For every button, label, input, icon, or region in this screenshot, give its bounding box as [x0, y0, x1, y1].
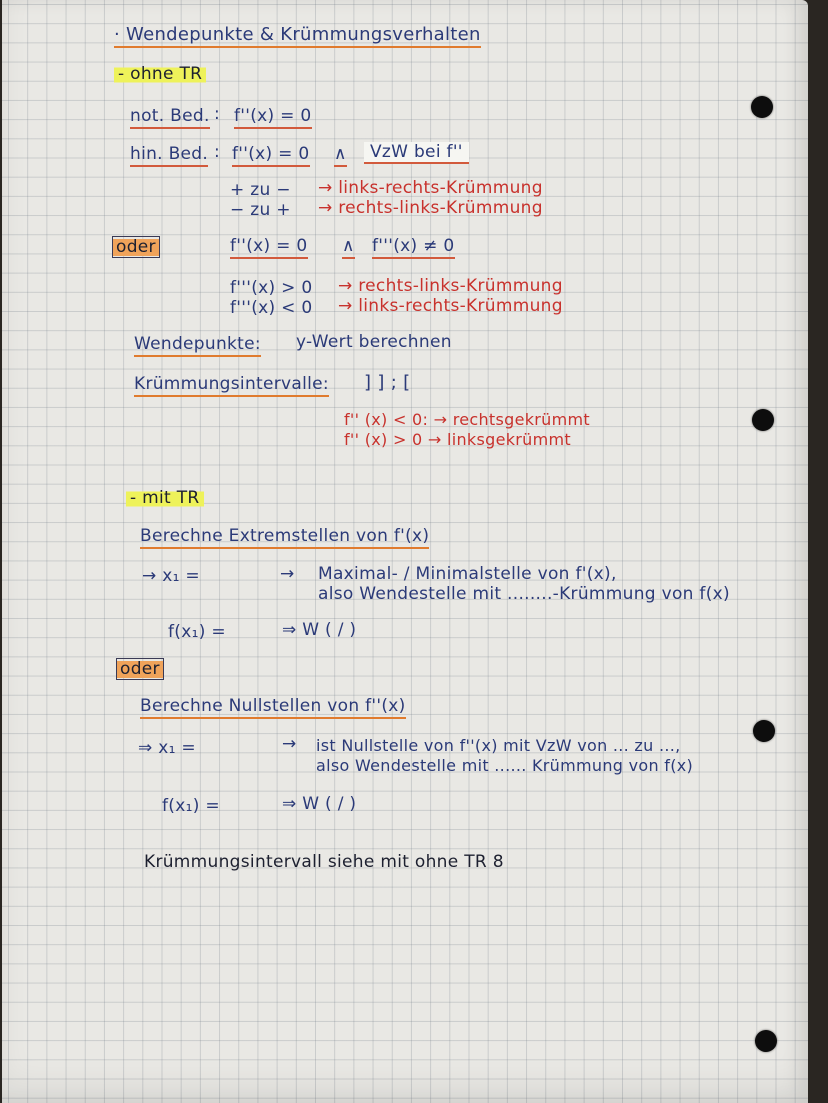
sign-change-2-result: → rechts-links-Krümmung [318, 198, 543, 218]
page-title: · Wendepunkte & Krümmungsverhalten [114, 24, 481, 48]
oder-label: oder [112, 236, 160, 258]
and-symbol: ∧ [334, 144, 347, 167]
x1b-text-line-1: ist Nullstelle von f''(x) mit VzW von ... zu ..., [316, 736, 681, 755]
third-derivative-row-2: f'''(x) < 0 [230, 298, 313, 318]
wendepunkte-label: Wendepunkte: [134, 334, 261, 357]
x1b-text-line-2: also Wendestelle mit ...... Krümmung von f(x) [316, 756, 694, 775]
third-derivative-row-1-result: → rechts-links-Krümmung [338, 276, 563, 296]
sign-change-2: − zu + [230, 200, 291, 220]
punch-hole-icon [755, 1030, 777, 1052]
x1-label: → x₁ = [142, 566, 200, 586]
not-bed-colon: : [214, 104, 221, 124]
x1-text-line-1: Maximal- / Minimalstelle von f'(x), [318, 564, 617, 584]
hin-bed-value: f''(x) = 0 [232, 144, 310, 167]
kruemmung-interval: ] ] ; [ [364, 372, 411, 393]
not-bed-label: not. Bed. [130, 106, 210, 129]
section-heading-mit-tr: - mit TR [126, 488, 204, 508]
third-derivative-row-1: f'''(x) > 0 [230, 278, 313, 298]
x1-arrow: → [280, 564, 295, 584]
sign-change-1: + zu − [230, 180, 291, 200]
alt-condition-left: f''(x) = 0 [230, 236, 308, 259]
kruemmung-label: Krümmungsintervalle: [134, 374, 329, 397]
not-bed-value: f''(x) = 0 [234, 106, 312, 129]
footer-note: Krümmungsintervall siehe mit ohne TR 8 [144, 852, 504, 872]
punch-hole-icon [753, 720, 775, 742]
step-extremstellen: Berechne Extremstellen von f'(x) [140, 526, 429, 549]
section-heading-ohne-tr: - ohne TR [114, 64, 206, 84]
and-symbol: ∧ [342, 236, 355, 259]
wendepunkte-text: y-Wert berechnen [296, 332, 452, 352]
curvature-row-2: f'' (x) > 0 → linksgekrümmt [344, 430, 571, 449]
curvature-row-1: f'' (x) < 0: → rechtsgekrümmt [344, 410, 590, 429]
fx1b-result: ⇒ W ( / ) [282, 794, 357, 814]
x1-text-line-2: also Wendestelle mit ........-Krümmung von f(x) [318, 584, 730, 604]
third-derivative-row-2-result: → links-rechts-Krümmung [338, 296, 563, 316]
x1b-arrow: → [282, 734, 297, 754]
sign-change-1-result: → links-rechts-Krümmung [318, 178, 543, 198]
notebook-page [2, 0, 808, 1103]
fx1b-label: f(x₁) = [162, 796, 220, 816]
oder-label: oder [116, 658, 164, 680]
punch-hole-icon [751, 96, 773, 118]
alt-condition-right: f'''(x) ≠ 0 [372, 236, 455, 259]
vzw-text: VzW bei f'' [364, 142, 469, 164]
hin-bed-label: hin. Bed. [130, 144, 208, 167]
step-nullstellen: Berechne Nullstellen von f''(x) [140, 696, 406, 719]
fx1-label: f(x₁) = [168, 622, 226, 642]
punch-hole-icon [752, 409, 774, 431]
x1b-label: ⇒ x₁ = [138, 738, 196, 758]
hin-bed-colon: : [214, 142, 221, 162]
fx1-result: ⇒ W ( / ) [282, 620, 357, 640]
